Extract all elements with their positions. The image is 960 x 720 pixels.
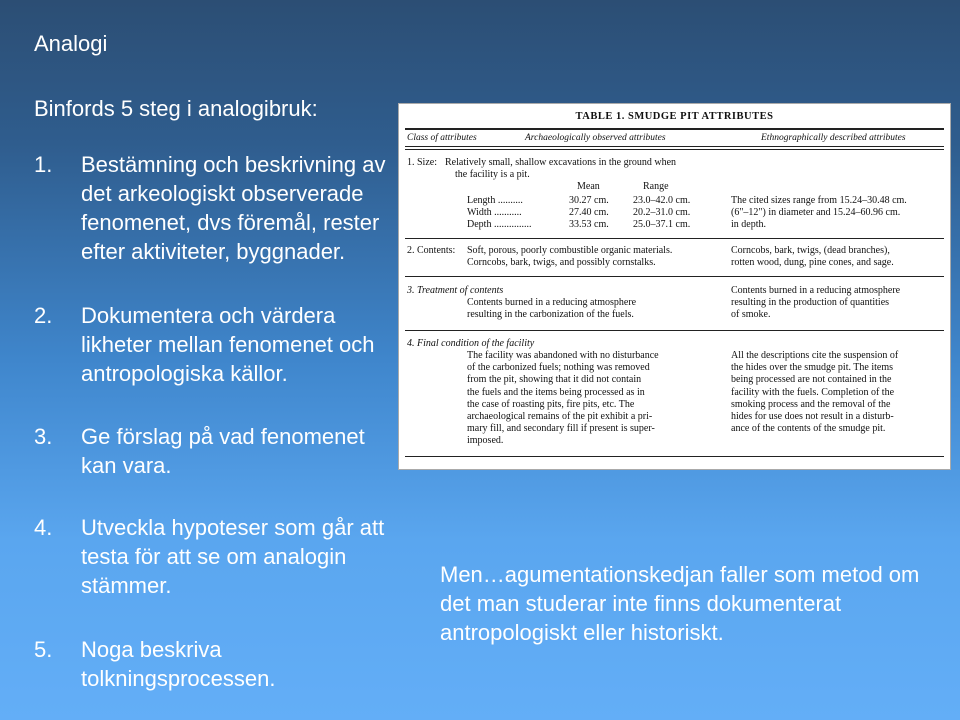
step-item [34, 422, 399, 480]
table-title: TABLE 1. SMUDGE PIT ATTRIBUTES [575, 111, 774, 122]
step-number: 5. [34, 637, 53, 662]
row4-eth: All the descriptions cite the suspension of the hides over the smudge pit. The items being processed are not contained in the facility with the fuels. Completion of the smoking process and the removal of the hides for use does not result in a disturb- ance of the contents of the smudge pit. [731, 350, 899, 435]
slide-title: Analogi [34, 31, 108, 56]
row1-measure-names: Length .......... Width ........... Depth ............... [467, 195, 532, 231]
step-number: 2. [34, 303, 53, 328]
step-number: 3. [34, 424, 53, 449]
row1-text: Relatively small, shallow excavations in the ground when the facility is a pit. [445, 157, 677, 181]
row1-means: 30.27 cm. 27.40 cm. 33.53 cm. [569, 195, 609, 231]
col-header-arch: Archaeologically observed attributes [525, 133, 666, 143]
slide-subtitle: Binfords 5 steg i analogibruk: [34, 96, 318, 121]
row1-ranges: 23.0–42.0 cm. 20.2–31.0 cm. 25.0–37.1 cm. [633, 195, 691, 231]
smudge-pit-table-image [398, 103, 951, 470]
step-number: 1. [34, 152, 53, 177]
row2-eth: Corncobs, bark, twigs, (dead branches), rotten wood, dung, pine cones, and sage. [731, 245, 894, 269]
row3-eth: Contents burned in a reducing atmosphere resulting in the production of quantities of smoke. [731, 285, 901, 321]
row1-range-head: Range [643, 181, 669, 192]
conclusion-note: Men…agumentationskedjan faller som metod om det man studerar inte finns dokumenterat antropologiskt eller historiskt. [440, 562, 920, 645]
step-item [34, 513, 399, 600]
step-number: 4. [34, 515, 53, 540]
step-text: Dokumentera och värdera likheter mellan fenomenet och antropologiska källor. [81, 303, 375, 386]
row4-label: 4. Final condition of the facility [407, 338, 535, 349]
table-rule [405, 128, 944, 130]
row2-label: 2. Contents: [407, 245, 456, 256]
step-text: Noga beskriva tolkningsprocessen. [81, 637, 276, 691]
step-text: Ge förslag på vad fenomenet kan vara. [81, 424, 365, 478]
table-rule [405, 149, 944, 150]
step-item [34, 301, 399, 388]
row1-eth: The cited sizes range from 15.24–30.48 cm. (6"–12") in diameter and 15.24–60.96 cm. in depth. [731, 195, 907, 231]
col-header-eth: Ethnographically described attributes [761, 133, 906, 143]
step-text: Utveckla hypoteser som går att testa för att se om analogin stämmer. [81, 515, 385, 598]
row2-text: Soft, porous, poorly combustible organic materials. Corncobs, bark, twigs, and possibly cornstalks. [467, 245, 673, 269]
row4-text: The facility was abandoned with no disturbance of the carbonized fuels; nothing was removed from the pit, showing that it did not contain the fuels and the items being processed as in the case of roasting pits, fire pits, etc. The archaeological remains of the pit exhibit a pri- mary fill, and secondary fill if present is super- imposed. [467, 350, 659, 447]
row1-label: 1. Size: [407, 157, 437, 168]
table-rule [405, 330, 944, 331]
table-rule [405, 276, 944, 277]
row1-mean-head: Mean [577, 181, 600, 192]
col-header-class: Class of attributes [407, 133, 477, 143]
table-rule [405, 146, 944, 147]
row3-text: Contents burned in a reducing atmosphere resulting in the carbonization of the fuels. [467, 297, 637, 321]
row3-label: 3. Treatment of contents [407, 285, 504, 296]
step-item [34, 635, 399, 693]
steps-list [34, 150, 399, 693]
step-item [34, 150, 399, 266]
table-rule [405, 456, 944, 457]
table-rule [405, 238, 944, 239]
step-text: Bestämning och beskrivning av det arkeologiskt observerade fenomenet, dvs föremål, rester efter aktiviteter, byggnader. [81, 152, 386, 264]
